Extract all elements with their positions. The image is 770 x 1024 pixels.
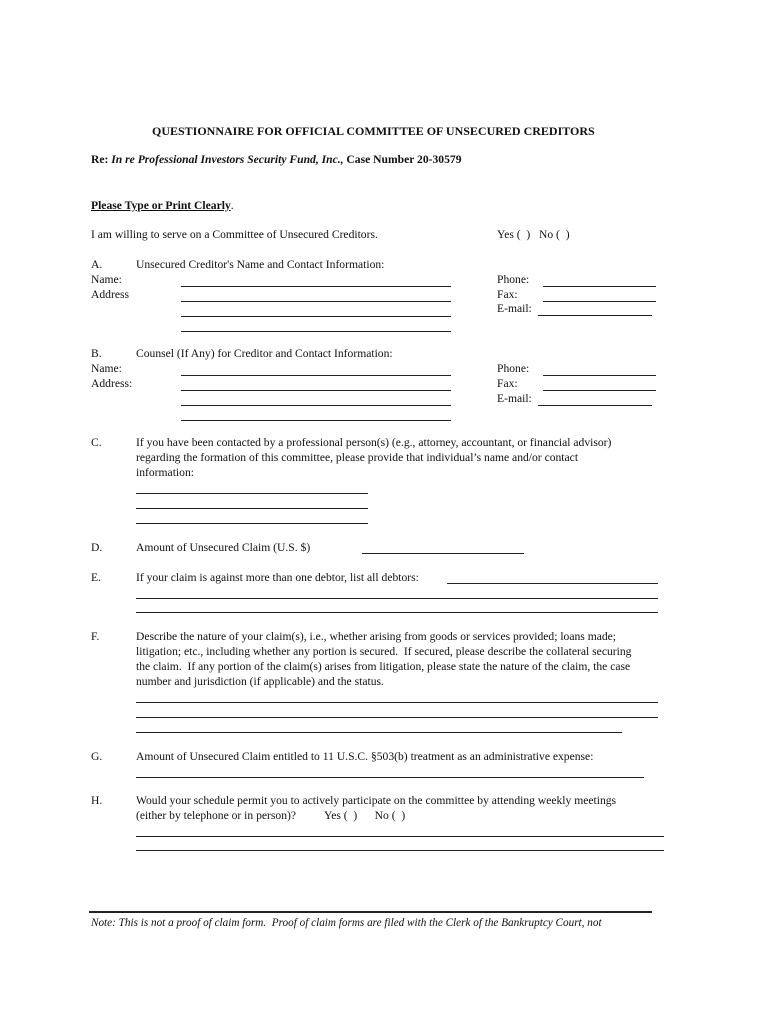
section-c-field-1[interactable] <box>136 493 368 494</box>
section-h-line-2: (either by telephone or in person)? <box>136 809 296 822</box>
section-a-email-field[interactable] <box>538 315 652 316</box>
section-b-fax-label: Fax: <box>497 377 518 390</box>
section-c-field-2[interactable] <box>136 508 368 509</box>
section-b-address-label: Address: <box>91 377 133 390</box>
case-name: In re Professional Investors Security Fund, Inc., <box>111 153 344 166</box>
section-b-heading: Counsel (If Any) for Creditor and Contact Information: <box>136 347 393 360</box>
section-h-field-1[interactable] <box>136 836 664 837</box>
section-h-field-2[interactable] <box>136 850 664 851</box>
section-f-line-1: Describe the nature of your claim(s), i.e., whether arising from goods or services provided; loans made; <box>136 630 617 643</box>
section-c-letter: C. <box>91 436 102 449</box>
section-c-line-2: regarding the formation of this committee, please provide that individual’s name and/or contact <box>136 451 579 464</box>
section-a-name-label: Name: <box>91 273 122 286</box>
section-b-address-field-1[interactable] <box>181 390 451 391</box>
section-a-email-label: E-mail: <box>497 302 532 315</box>
section-a-phone-label: Phone: <box>497 273 530 286</box>
section-f-letter: F. <box>91 630 100 643</box>
section-a-phone-field[interactable] <box>543 286 656 287</box>
section-b-phone-label: Phone: <box>497 362 530 375</box>
case-reference <box>91 153 462 168</box>
section-h-letter: H. <box>91 794 103 807</box>
section-a-heading: Unsecured Creditor's Name and Contact Information: <box>136 258 385 271</box>
section-c-field-3[interactable] <box>136 523 368 524</box>
section-b-address-field-3[interactable] <box>181 420 451 421</box>
section-f-field-2[interactable] <box>136 717 658 718</box>
section-g-letter: G. <box>91 750 103 763</box>
section-f-line-2: litigation; etc., including whether any portion is secured. If secured, please describe the collateral securing <box>136 645 632 658</box>
instruction <box>91 199 234 214</box>
section-b-name-label: Name: <box>91 362 122 375</box>
section-b-letter: B. <box>91 347 102 360</box>
willing-yes-no-checkbox[interactable]: Yes ( ) No ( ) <box>497 228 570 241</box>
section-e-letter: E. <box>91 571 101 584</box>
section-b-email-field[interactable] <box>538 405 652 406</box>
section-e-text: If your claim is against more than one debtor, list all debtors: <box>136 571 419 584</box>
case-number: Case Number 20-30579 <box>343 153 462 166</box>
section-h-yes-no-checkbox[interactable]: Yes ( ) No ( ) <box>324 809 406 822</box>
section-g-field[interactable] <box>136 777 644 778</box>
re-prefix: Re: <box>91 153 112 166</box>
footer-rule <box>89 911 652 913</box>
section-f-line-4: number and jurisdiction (if applicable) and the status. <box>136 675 384 688</box>
section-a-fax-label: Fax: <box>497 288 518 301</box>
section-c-line-1: If you have been contacted by a professional person(s) (e.g., attorney, accountant, or financial advisor) <box>136 436 612 449</box>
section-a-letter: A. <box>91 258 103 271</box>
section-a-address-label: Address <box>91 288 129 301</box>
section-a-address-field-1[interactable] <box>181 301 451 302</box>
section-c-line-3: information: <box>136 466 194 479</box>
section-d-amount-field[interactable] <box>362 553 524 554</box>
section-b-address-field-2[interactable] <box>181 405 451 406</box>
instruction-period: . <box>230 199 234 212</box>
section-e-field-2[interactable] <box>136 612 658 613</box>
section-b-phone-field[interactable] <box>543 375 656 376</box>
footer-note: Note: This is not a proof of claim form. Proof of claim forms are filed with the Clerk of the Bankruptcy Court, not <box>91 917 602 929</box>
section-e-field-1[interactable] <box>136 598 658 599</box>
willing-statement: I am willing to serve on a Committee of Unsecured Creditors. <box>91 228 378 241</box>
section-h-line-1: Would your schedule permit you to actively participate on the committee by attending weekly meetings <box>136 794 617 807</box>
section-b-fax-field[interactable] <box>543 390 656 391</box>
section-a-name-field[interactable] <box>181 286 451 287</box>
section-a-address-field-3[interactable] <box>181 331 451 332</box>
section-a-fax-field[interactable] <box>543 301 656 302</box>
section-g-text: Amount of Unsecured Claim entitled to 11 U.S.C. §503(b) treatment as an administrative expense: <box>136 750 594 763</box>
section-f-field-3[interactable] <box>136 732 622 733</box>
page-title: QUESTIONNAIRE FOR OFFICIAL COMMITTEE OF UNSECURED CREDITORS <box>152 124 595 138</box>
section-a-address-field-2[interactable] <box>181 316 451 317</box>
section-b-name-field[interactable] <box>181 375 451 376</box>
section-b-email-label: E-mail: <box>497 392 532 405</box>
instruction-text: Please Type or Print Clearly <box>91 199 231 212</box>
section-d-letter: D. <box>91 541 103 554</box>
section-e-field-inline[interactable] <box>447 583 658 584</box>
section-f-field-1[interactable] <box>136 702 658 703</box>
section-d-text: Amount of Unsecured Claim (U.S. $) <box>136 541 311 554</box>
section-f-line-3: the claim. If any portion of the claim(s) arises from litigation, please state the nature of the claim, the case <box>136 660 631 673</box>
